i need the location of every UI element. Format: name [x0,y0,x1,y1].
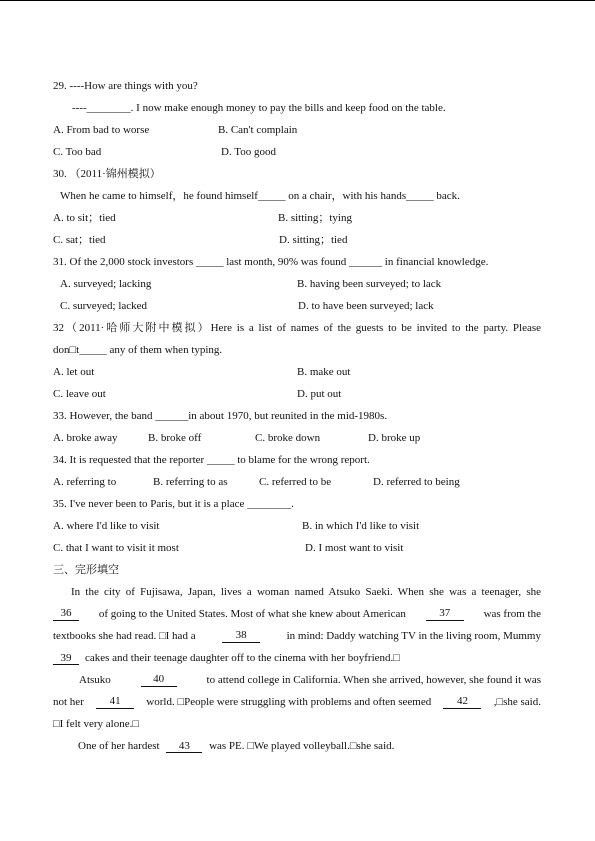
passage-p1-line3-text2: in mind: Daddy watching TV in the living room, Mummy [286,630,541,642]
q35-option-d: D. I most want to visit [305,542,404,554]
q31-option-b: B. having been surveyed; to lack [297,278,442,290]
page-top-rule [0,0,595,1]
blank-43: 43 [166,740,202,753]
q30-line2: When he came to himself，he found himself_____ on a chair，with his hands_____ back. [60,190,460,202]
q31-option-c: C. surveyed; lacked [60,300,148,312]
passage-p2-line2-text3: ,□she said. [493,696,541,708]
q34-option-d: D. referred to being [373,476,460,488]
q29-option-a: A. From bad to worse [53,124,150,136]
passage-p2-line3: □I felt very alone.□ [53,718,139,730]
passage-p2-line1 [79,673,541,687]
q30-option-d: D. sitting；tied [279,234,348,246]
q33-option-b: B. broke off [148,432,202,444]
passage-p2-line2-text2: world. □People were struggling with problems and often seemed [146,696,432,708]
passage-p3-line1 [78,739,394,753]
passage-p2-line1-text2: to attend college in California. When she arrived, however, she found it was [206,674,541,686]
q29-line2: ----________. I now make enough money to pay the bills and keep food on the table. [72,102,446,114]
blank-40: 40 [141,673,177,687]
q29-option-c: C. Too bad [53,146,102,158]
passage-p1-line4 [53,651,400,665]
q33-option-a: A. broke away [53,432,118,444]
blank-37: 37 [426,607,464,621]
q32-option-a: A. let out [53,366,95,378]
q32-stem: 32（2011·哈师大附中模拟）Here is a list of names of the guests to be invited to the party. Please [53,322,541,334]
q30-option-c: C. sat；tied [53,234,106,246]
passage-p1-line2-text2: was from the [483,608,541,620]
q34-stem: 34. It is requested that the reporter _____ to blame for the wrong report. [53,454,370,466]
passage-p3-line1-text1: One of her hardest [78,740,160,752]
blank-38: 38 [222,629,260,643]
q29-stem: 29. ----How are things with you? [53,80,198,92]
q31-option-d: D. to have been surveyed; lack [298,300,434,312]
q32-line2: don□t_____ any of them when typing. [53,344,223,356]
q35-option-b: B. in which I'd like to visit [302,520,420,532]
passage-p2-line2 [53,695,541,709]
passage-p1-line2 [53,607,541,621]
passage-p2-line2-text1: not her [53,696,84,708]
q35-option-a: A. where I'd like to visit [53,520,160,532]
q31-option-a: A. surveyed; lacking [60,278,152,290]
q32-option-b: B. make out [297,366,351,378]
q35-stem: 35. I've never been to Paris, but it is a place ________. [53,498,294,510]
passage-p2-line1-text1: Atsuko [79,674,111,686]
blank-36: 36 [53,607,79,621]
q31-stem: 31. Of the 2,000 stock investors _____ last month, 90% was found ______ in financial knowledge. [53,256,489,268]
q33-option-d: D. broke up [368,432,421,444]
passage-p1-line1: In the city of Fujisawa, Japan, lives a woman named Atsuko Saeki. When she was a teenager, she [71,586,541,598]
passage-p1-line3 [53,629,541,643]
q33-option-c: C. broke down [255,432,321,444]
passage-p1-line4-text: cakes and their teenage daughter off to the cinema with her boyfriend.□ [85,652,400,664]
q34-option-b: B. referring to as [153,476,228,488]
q29-option-d: D. Too good [221,146,276,158]
passage-p1-line2-text1: of going to the United States. Most of what she knew about American [98,608,406,620]
q30-option-b: B. sitting；tying [278,212,352,224]
q35-option-c: C. that I want to visit it most [53,542,179,554]
passage-p3-line1-text2: was PE. □We played volleyball.□she said. [209,740,395,752]
q34-option-c: C. referred to be [259,476,332,488]
blank-42: 42 [443,695,481,709]
q29-option-b: B. Can't complain [218,124,298,136]
blank-41: 41 [96,695,134,709]
section-title: 三、完形填空 [53,564,119,576]
q32-option-c: C. leave out [53,388,106,400]
q30-stem: 30. （2011·锦州模拟） [53,168,161,180]
q32-option-d: D. put out [297,388,342,400]
q34-option-a: A. referring to [53,476,117,488]
blank-39: 39 [53,652,79,665]
q30-option-a: A. to sit；tied [53,212,116,224]
passage-p1-line3-text1: textbooks she had read. □I had a [53,630,196,642]
q33-stem: 33. However, the band ______in about 1970, but reunited in the mid-1980s. [53,410,388,422]
